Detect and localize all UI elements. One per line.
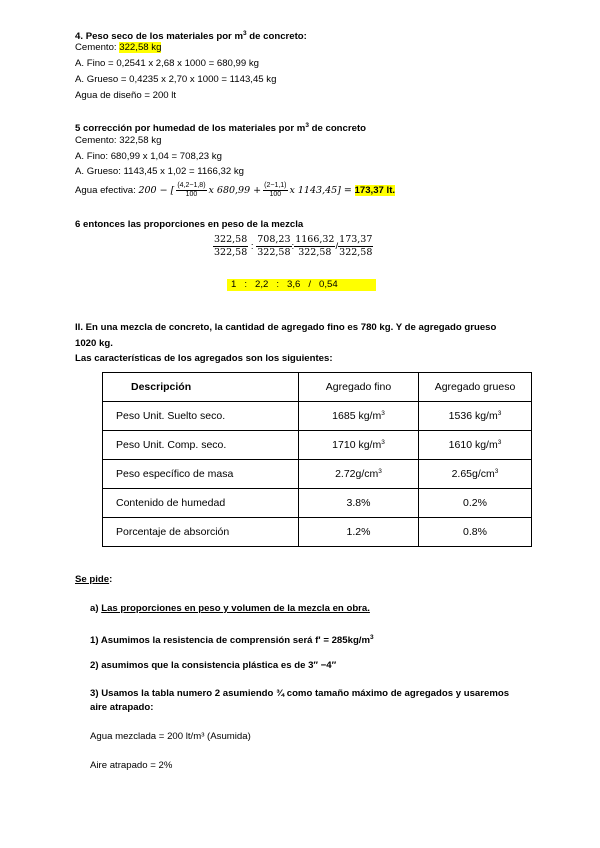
s5-grueso: A. Grueso: 1143,45 x 1,02 = 1166,32 kg bbox=[75, 166, 244, 177]
agua-line: Agua de diseño = 200 lt bbox=[75, 90, 177, 101]
fraction-1: $\frac{(4,2-1,8)}{100}$ bbox=[177, 181, 206, 198]
header-agregado-fino: Agregado fino bbox=[299, 373, 419, 402]
agua-efectiva-line: Agua efectiva: 200 − [ $\frac{(4,2-1,8)}{100}$ x 680,99 + $\frac{(2-1,1)}{100}$ x 1143,45] = 173,37 lt. bbox=[75, 181, 396, 198]
pide-item-2: 2) asumimos que la consistencia plástica es de 3″ −4″ bbox=[90, 660, 337, 671]
aire-atrapado: Aire atrapado = 2% bbox=[90, 760, 173, 771]
fraction-2: $\frac{(2-1,1)}{100}$ bbox=[264, 181, 287, 198]
pide-item-3-line2: aire atrapado: bbox=[90, 702, 154, 713]
s5-cemento: Cemento: 322,58 kg bbox=[75, 135, 162, 146]
cemento-line: Cemento: 322,58 kg bbox=[75, 42, 162, 53]
fino-line: A. Fino = 0,2541 x 2,68 x 1000 = 680,99 kg bbox=[75, 58, 260, 69]
section-5-title: 5 corrección por humedad de los materiales por $m^3$ de concreto bbox=[75, 122, 366, 134]
proportion-fractions: $\frac{322,58}{322,58}$ : $\frac{708,23}{322,58}$ : $\frac{1166,32}{322,58}$ / $\frac{173,37}{322,58}$ bbox=[214, 233, 373, 258]
pide-item-1: 1) Asumimos la resistencia de comprensión será $f' = 285kg/m^3$ bbox=[90, 634, 374, 646]
header-agregado-grueso: Agregado grueso bbox=[419, 373, 532, 402]
agua-result-highlight: 173,37 lt. bbox=[354, 185, 396, 196]
cemento-value-highlight: 322,58 kg bbox=[119, 42, 162, 53]
proportion-fraction: $\frac{1166,32}{322,58}$ bbox=[295, 233, 335, 258]
se-pide-label: Se pide: bbox=[75, 574, 113, 585]
pide-item-3-line1: 3) Usamos la tabla numero 2 asumiendo ¾ como tamaño máximo de agregados y usaremos bbox=[90, 688, 510, 699]
table-row: Contenido de humedad 3.8% 0.2% bbox=[103, 489, 532, 518]
table-row: Porcentaje de absorción 1.2% 0.8% bbox=[103, 518, 532, 547]
section-6-title: 6 entonces las proporciones en peso de la mezcla bbox=[75, 219, 304, 230]
s5-fino: A. Fino: 680,99 x 1,04 = 708,23 kg bbox=[75, 151, 222, 162]
proportion-fraction: $\frac{173,37}{322,58}$ bbox=[339, 233, 373, 258]
ratio-highlight: 1 : 2,2 : 3,6 / 0,54 bbox=[227, 279, 376, 291]
header-descripcion: Descripción bbox=[103, 373, 299, 402]
grueso-line: A. Grueso = 0,4235 x 2,70 x 1000 = 1143,45 kg bbox=[75, 74, 277, 85]
pide-item-a: a) Las proporciones en peso y volumen de la mezcla en obra. bbox=[90, 603, 370, 614]
proportion-fraction: $\frac{322,58}{322,58}$ bbox=[214, 233, 248, 258]
proportion-fraction: $\frac{708,23}{322,58}$ bbox=[257, 233, 291, 258]
section-4-title: 4. Peso seco de los materiales por $m^3$ de concreto: bbox=[75, 30, 307, 42]
section-2-title-line1: II. En una mezcla de concreto, la cantidad de agregado fino es 780 kg. Y de agregado grueso bbox=[75, 322, 497, 333]
table-row: Peso Unit. Suelto seco. 1685 $kg/m^3$ 1536 $kg/m^3$ bbox=[103, 402, 532, 431]
aggregate-properties-table bbox=[102, 372, 532, 547]
agua-mezclada: Agua mezclada = 200 lt/m³ (Asumida) bbox=[90, 731, 251, 742]
section-2-title-line2: 1020 kg. bbox=[75, 338, 113, 349]
caracteristicas-heading: Las características de los agregados son los siguientes: bbox=[75, 353, 333, 364]
table-row: Peso Unit. Comp. seco. 1710 $kg/m^3$ 1610 $kg/m^3$ bbox=[103, 431, 532, 460]
table-header-row bbox=[103, 373, 532, 402]
table-row: Peso específico de masa $2.72g/cm^3$ $2.65g/cm^3$ bbox=[103, 460, 532, 489]
